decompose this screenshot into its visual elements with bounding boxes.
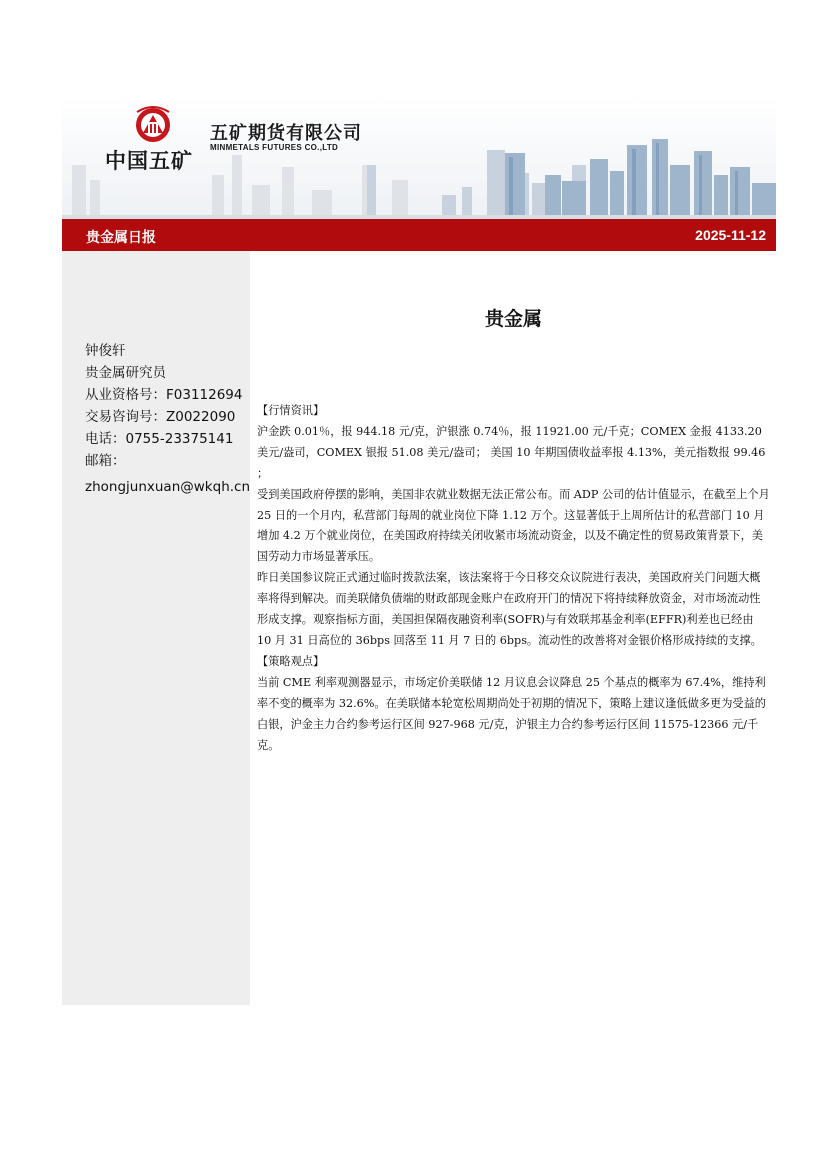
author-consult-number: 交易咨询号：Z0022090 <box>85 409 236 425</box>
author-info <box>85 340 250 498</box>
report-title-bar <box>62 219 776 251</box>
market-news-section <box>257 401 771 652</box>
section-heading: 【策略观点】 <box>257 654 325 668</box>
page-title: 贵金属 <box>485 308 543 330</box>
report-date: 2025-11-12 <box>695 227 766 243</box>
author-phone: 电话：0755-23375141 <box>85 431 234 447</box>
strategy-section <box>257 652 771 757</box>
report-type-label: 贵金属日报 <box>86 230 156 246</box>
report-body <box>257 401 771 756</box>
author-email-label: 邮箱： <box>85 453 126 469</box>
paragraph: 当前 CME 利率观测器显示，市场定价美联储 12 月议息会议降息 25 个基点的概率为 67.4%，维持利率不变的概率为 32.6%。在美联储本轮宽松周期尚处于初期的情况下，策略上建议逢低做多更为受益的白银，沪金主力合约参考运行区间 927-968 元/克，沪银主力合约参考运行区间 11575-12366 元/千克。 <box>257 675 766 752</box>
section-heading: 【行情资讯】 <box>257 404 325 417</box>
company-name-cn: 五矿期货有限公司 <box>210 123 362 144</box>
author-email[interactable]: zhongjunxuan@wkqh.cn <box>85 479 251 495</box>
author-role: 贵金属研究员 <box>85 365 166 381</box>
author-name: 钟俊轩 <box>85 343 126 359</box>
report-header <box>62 95 776 220</box>
company-name-en: MINMETALS FUTURES CO.,LTD <box>210 143 339 152</box>
brand-cn: 中国五矿 <box>105 149 193 173</box>
paragraph: 受到美国政府停摆的影响，美国非农就业数据无法正常公布。而 ADP 公司的估计值显示，在截至上个月 25 日的一个月内，私营部门每周的就业岗位下降 1.12 万个。这显著低于上周所估计的私营部门 10 月增加 4.2 万个就业岗位，在美国政府持续关闭收紧市场流动资金，以及不确定性的贸易政策背景下，美国劳动力市场显著承压。 <box>257 487 770 564</box>
paragraph: 昨日美国参议院正式通过临时拨款法案，该法案将于今日移交众议院进行表决，美国政府关门问题大概率将得到解决。而美联储负债端的财政部现金账户在政府开门的情况下将持续释放资金，对市场流动性形成支撑。观察指标方面，美国担保隔夜融资利率(SOFR)与有效联邦基金利率(EFFR)利差也已经由 10 月 31 日高位的 36bps 回落至 11 月 7 日的 6bps。流动性的改善将对金银价格形成持续的支撑。 <box>257 571 762 647</box>
paragraph: 沪金跌 0.01％，报 944.18 元/克，沪银涨 0.74％，报 11921.00 元/千克；COMEX 金报 4133.20 美元/盎司，COMEX 银报 51.08 美元/盎司； 美国 10 年期国债收益率报 4.13%，美元指数报 99.46 ； <box>257 424 766 480</box>
author-qualification: 从业资格号：F03112694 <box>85 387 243 403</box>
